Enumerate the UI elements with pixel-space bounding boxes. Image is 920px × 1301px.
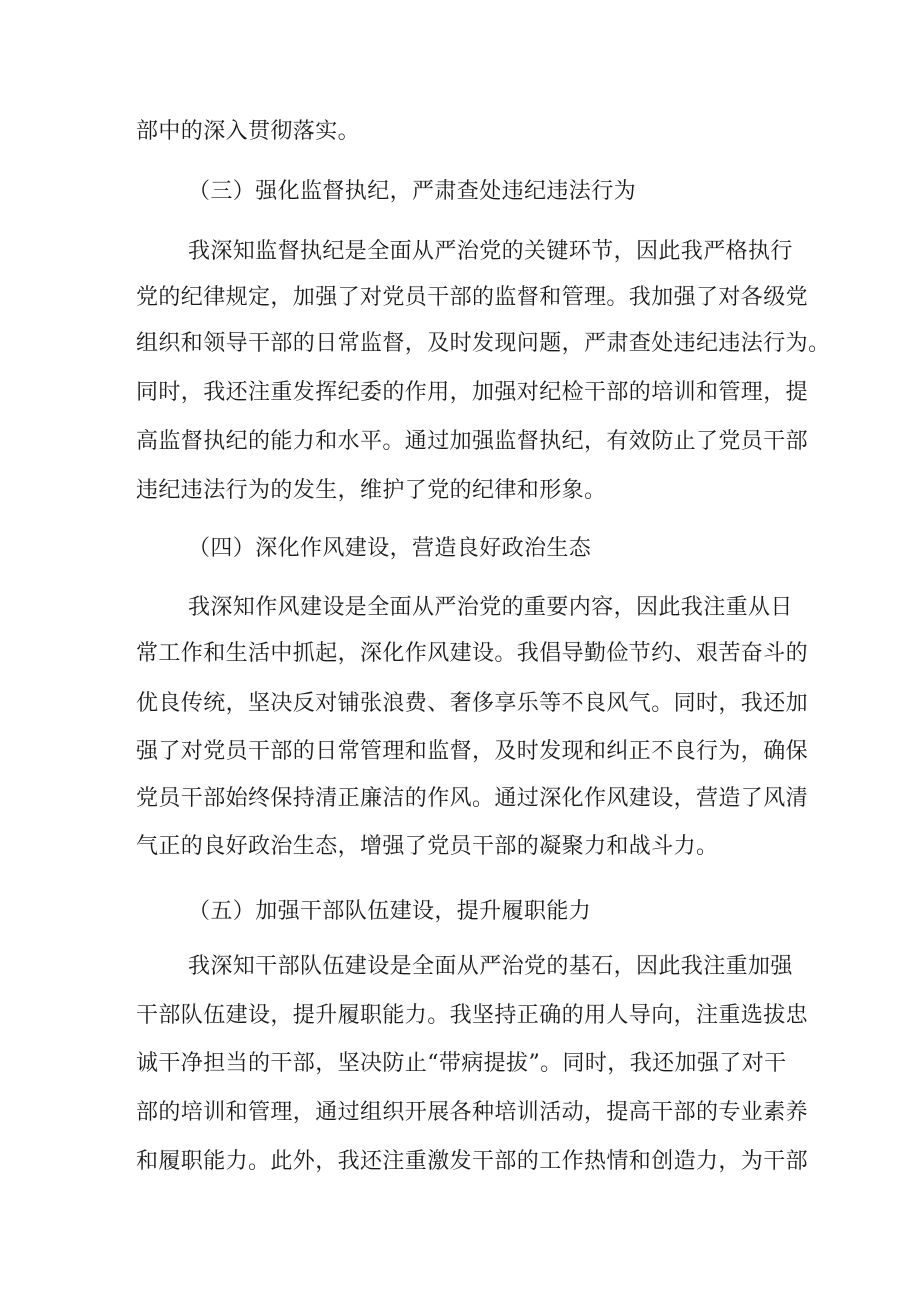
text-line: 部中的深入贯彻落实。 [136, 119, 361, 144]
text-line: 优良传统，坚决反对铺张浪费、奢侈享乐等不良风气。同时，我还加 [136, 691, 809, 716]
text-line: 我深知干部队伍建设是全面从严治党的基石，因此我注重加强 [188, 954, 793, 979]
text-line: 气正的良好政治生态，增强了党员干部的凝聚力和战斗力。 [136, 834, 719, 859]
text-line: 违纪违法行为的发生，维护了党的纪律和形象。 [136, 478, 607, 503]
text-line: 组织和领导干部的日常监督，及时发现问题，严肃查处违纪违法行为。 [136, 331, 831, 356]
text-line: 同时，我还注重发挥纪委的作用，加强对纪检干部的培训和管理，提 [136, 380, 809, 405]
text-line: 诚干净担当的干部，坚决防止“带病提拔”。同时，我还加强了对干 [136, 1051, 787, 1076]
section-heading: （四）深化作风建设，营造良好政治生态 [188, 536, 592, 561]
text-line: 我深知作风建设是全面从严治党的重要内容，因此我注重从日 [188, 595, 793, 620]
text-line: 和履职能力。此外，我还注重激发干部的工作热情和创造力，为干部 [136, 1149, 809, 1174]
section-heading: （五）加强干部队伍建设，提升履职能力 [188, 899, 592, 924]
section-heading: （三）强化监督执纪，严肃查处违纪违法行为 [188, 179, 637, 204]
text-line: 常工作和生活中抓起，深化作风建设。我倡导勤俭节约、艰苦奋斗的 [136, 641, 809, 666]
text-line: 干部队伍建设，提升履职能力。我坚持正确的用人导向，注重选拔忠 [136, 1003, 809, 1028]
text-line: 高监督执纪的能力和水平。通过加强监督执纪，有效防止了党员干部 [136, 429, 809, 454]
text-line: 党员干部始终保持清正廉洁的作风。通过深化作风建设，营造了风清 [136, 786, 809, 811]
text-line: 党的纪律规定，加强了对党员干部的监督和管理。我加强了对各级党 [136, 285, 809, 310]
text-line: 部的培训和管理，通过组织开展各种培训活动，提高干部的专业素养 [136, 1100, 809, 1125]
text-line: 强了对党员干部的日常管理和监督，及时发现和纠正不良行为，确保 [136, 739, 809, 764]
text-line: 我深知监督执纪是全面从严治党的关键环节，因此我严格执行 [188, 239, 793, 264]
